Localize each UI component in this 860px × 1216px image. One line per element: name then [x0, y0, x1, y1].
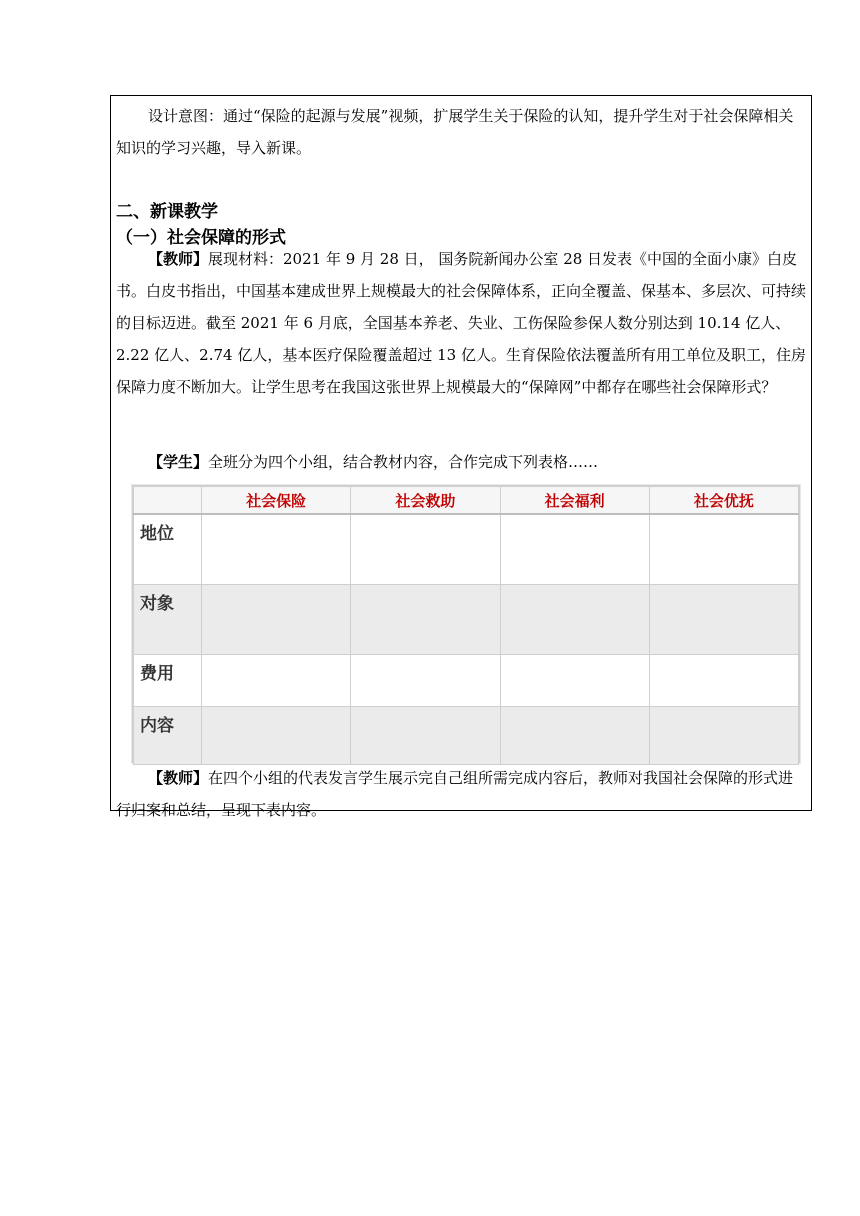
table-row	[134, 584, 799, 654]
teacher-text: 在四个小组的代表发言学生展示完自己组所需完成内容后，教师对我国社会保障的形式进行归案和总结，呈现下表内容。	[116, 769, 794, 819]
table-cell	[649, 514, 798, 584]
student-paragraph	[116, 446, 806, 478]
table-cell	[351, 654, 500, 706]
table-cell	[500, 584, 649, 654]
table-cell	[351, 514, 500, 584]
column-header: 社会救助	[351, 487, 500, 515]
teacher-text: 展现材料：2021 年 9 月 28 日， 国务院新闻办公室 28 日发表《中国的全面小康》白皮书。白皮书指出，中国基本建成世界上规模最大的社会保障体系，正向全覆盖、保基本、多层次、可持续的目标迈进。截至 2021 年 6 月底，全国基本养老、失业、工伤保险参保人数分别达到 10.14 亿人、2.22 亿人、2.74 亿人，基本医疗保险覆盖超过 13 亿人。生育保险依法覆盖所有用工单位及职工，住房保障力度不断加大。让学生思考在我国这张世界上规模最大的“保障网”中都存在哪些社会保障形式？	[116, 250, 807, 396]
table-cell	[202, 514, 351, 584]
table-cell	[351, 584, 500, 654]
table-cell	[649, 706, 798, 764]
column-header: 社会福利	[500, 487, 649, 515]
table-cell	[202, 584, 351, 654]
table-row	[134, 654, 799, 706]
row-header: 地位	[134, 514, 202, 584]
table-cell	[500, 706, 649, 764]
design-intent-paragraph: 设计意图：通过“保险的起源与发展”视频，扩展学生关于保险的认知，提升学生对于社会保障相关知识的学习兴趣，导入新课。	[116, 107, 794, 157]
table-cell	[649, 654, 798, 706]
teacher-paragraph-2	[116, 762, 806, 826]
row-header: 费用	[134, 654, 202, 706]
row-header: 对象	[134, 584, 202, 654]
table-cell	[649, 584, 798, 654]
subsection-heading: （一）社会保障的形式	[116, 228, 286, 248]
section-heading: 二、新课教学	[116, 202, 218, 222]
table-cell	[202, 654, 351, 706]
table-cell	[202, 706, 351, 764]
teacher-tag: 【教师】	[148, 250, 209, 268]
column-header: 社会优抚	[649, 487, 798, 515]
teacher-paragraph-1	[116, 243, 806, 403]
student-tag: 【学生】	[148, 453, 209, 471]
column-header: 社会保险	[202, 487, 351, 515]
table-row	[134, 514, 799, 584]
table-cell	[500, 514, 649, 584]
row-header: 内容	[134, 706, 202, 764]
teacher-tag: 【教师】	[148, 769, 209, 787]
social-security-form-table	[132, 485, 800, 763]
table-cell	[500, 654, 649, 706]
table-corner	[134, 487, 202, 515]
table-row	[134, 706, 799, 764]
student-text: 全班分为四个小组，结合教材内容，合作完成下列表格……	[208, 453, 599, 471]
table-cell	[351, 706, 500, 764]
